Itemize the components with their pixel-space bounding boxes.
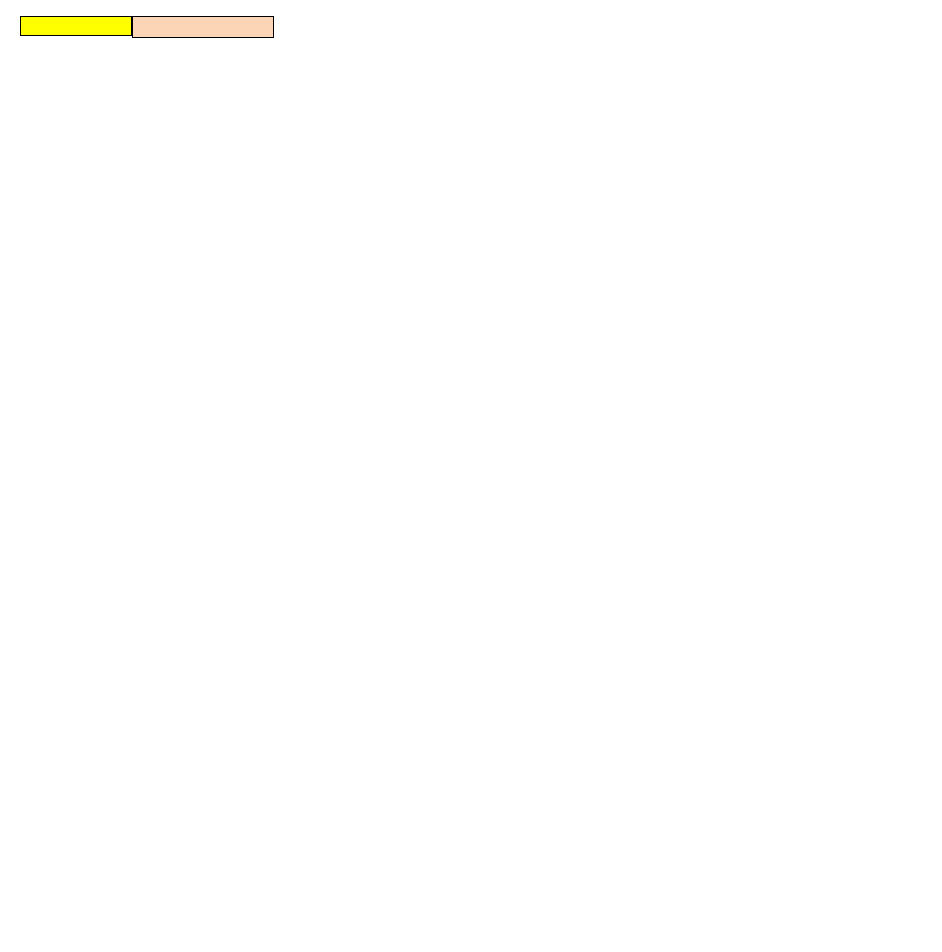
location-label xyxy=(20,16,132,36)
schedule-title xyxy=(132,16,274,38)
